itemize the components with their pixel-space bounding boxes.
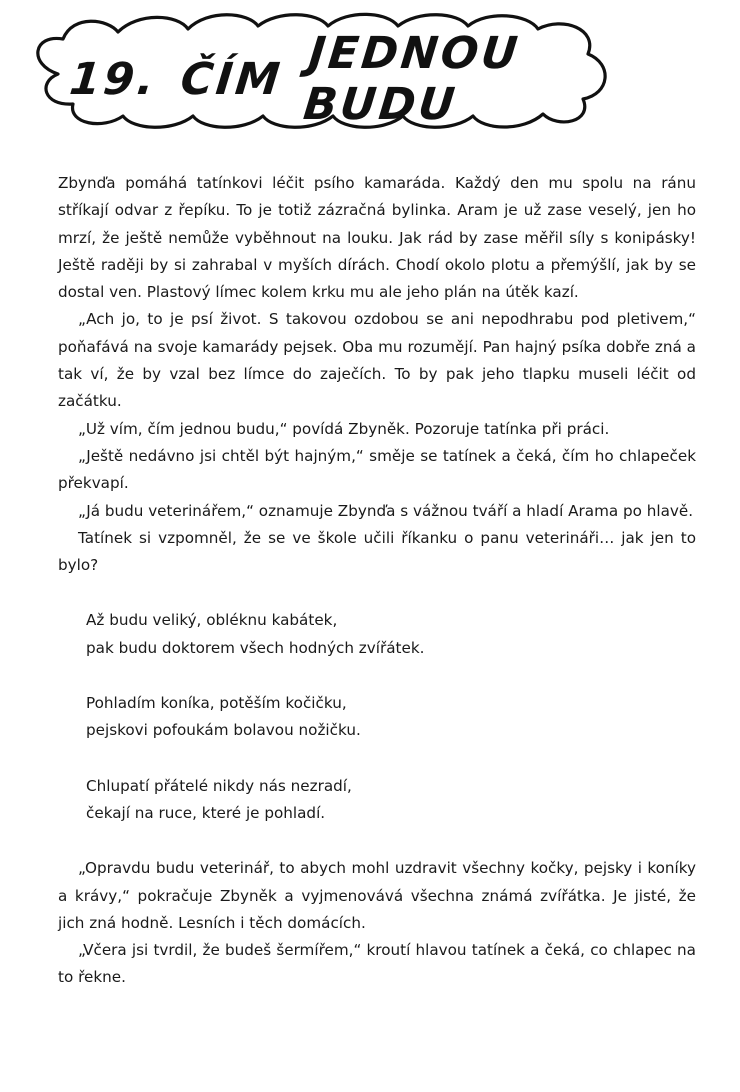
title-cloud [18, 4, 618, 138]
paragraph: Tatínek si vzpomněl, že se ve škole učili říkanku o panu veterináři… jak jen to bylo? [58, 528, 696, 575]
paragraph: Zbynďa pomáhá tatínkovi léčit psího kamaráda. Každý den mu spolu na ránu stříkají odvar z řepíku. To je totiž zázračná bylinka. Aram je už zase veselý, jen ho mrzí, že ještě nemůže vyběhnout na louku. Jak rád by zase měřil síly s konipásky! Ještě raději by si zahrabal v myších dírách. Chodí okolo plotu a přemýšlí, jak by se dostal ven. Plastový límec kolem krku mu ale jeho plán na útěk kazí. [58, 174, 696, 302]
poem-stanza [58, 690, 696, 745]
chapter-title [53, 28, 622, 130]
paragraph: „Včera jsi tvrdil, že budeš šermířem,“ kroutí hlavou tatínek a čeká, co chlapec na to řekne. [58, 941, 696, 987]
chapter-number: 19. [67, 53, 160, 105]
paragraph: „Opravdu budu veterinář, to abych mohl uzdravit všechny kočky, pejsky i koníky a krávy,“ pokračuje Zbyněk a vyjmenovává všechna známá zvířátka. Je jisté, že jich zná hodně. Lesních i těch domácích. [58, 859, 696, 932]
paragraph: „Už vím, čím jednou budu,“ povídá Zbyněk. Pozoruje tatínka při práci. [78, 419, 610, 438]
poem-line: Pohladím koníka, potěším kočičku, [86, 694, 347, 713]
poem-line: Chlupatí přátelé nikdy nás nezradí, [86, 776, 352, 795]
poem-line: Až budu veliký, obléknu kabátek, [86, 611, 338, 630]
spacer [58, 745, 696, 773]
spacer [58, 579, 696, 607]
story-text [58, 170, 696, 992]
paragraph: „Ach jo, to je psí život. S takovou ozdobou se ani nepodhrabu pod pletivem,“ poňafává na svoje kamarády pejsek. Oba mu rozumějí. Pan hajný psíka dobře zná a tak ví, že by vzal bez límce do zaječích. To by pak jeho tlapku museli léčit od začátku. [58, 310, 696, 411]
poem-stanza [58, 773, 696, 828]
paragraph: „Ještě nedávno jsi chtěl být hajným,“ směje se tatínek a čeká, čím ho chlapeček překvapí. [58, 446, 696, 493]
poem-stanza [58, 607, 696, 662]
poem-line: čekají na ruce, které je pohladí. [86, 803, 326, 822]
poem-line: pak budu doktorem všech hodných zvířátek. [86, 638, 425, 657]
chapter-title-word2: JEDNOU BUDU [301, 28, 523, 130]
spacer [58, 662, 696, 690]
chapter-title-word1: ČÍM [178, 53, 286, 105]
spacer [58, 827, 696, 855]
paragraph: „Já budu veterinářem,“ oznamuje Zbynďa s vážnou tváří a hladí Arama po hlavě. [78, 501, 694, 520]
poem-line: pejskovi pofoukám bolavou nožičku. [86, 721, 361, 740]
